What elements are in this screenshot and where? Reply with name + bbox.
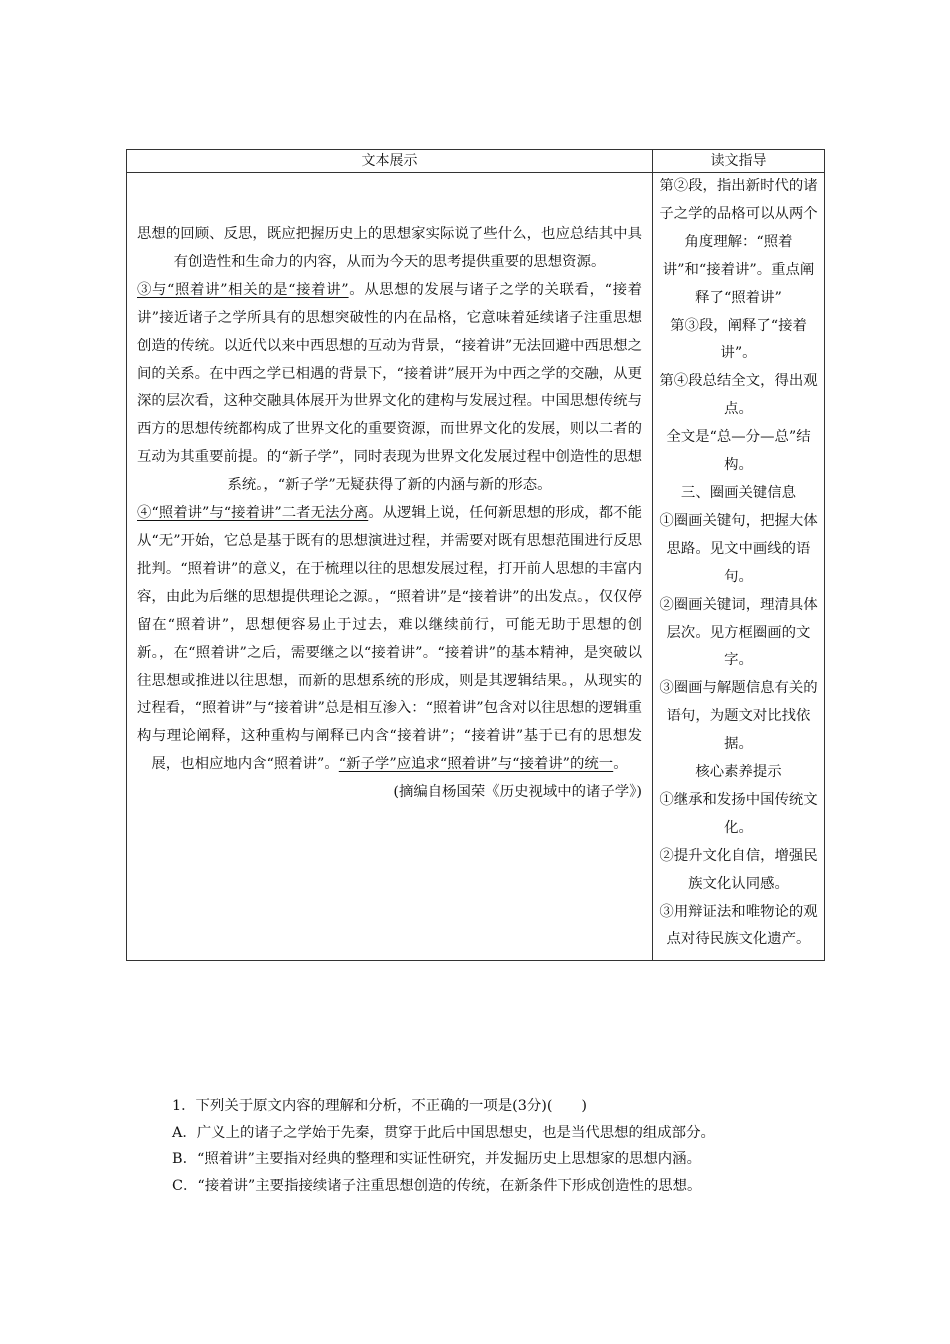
guide-section-title: 三、圈画关键信息 [680, 484, 797, 501]
question-section [172, 1093, 812, 1199]
key-sentence-4: ④“照着讲”与“接着讲”二者无法分离 [137, 505, 369, 522]
guide-note: 第②段，指出新时代的诸子之学的品格可以从两个角度理解：“照着讲”和“接着讲”。重点阐释了“照着讲” [659, 178, 818, 306]
guide-note: ①圈画关键句，把握大体思路。见文中画线的语句。 [659, 512, 818, 585]
guide-note: 第③段，阐释了“接着讲”。 [670, 317, 807, 362]
key-sentence-final: “新子学”应追求“照着讲”与“接着讲”的统一 [338, 756, 614, 773]
paragraph-4-end: 。 [613, 756, 628, 773]
option-c: C．“接着讲”主要指接续诸子注重思想创造的传统，在新条件下形成创造性的思想。 [172, 1177, 702, 1194]
guide-notes [657, 173, 820, 954]
guide-note: ②圈画关键词，理清具体层次。见方框圈画的文字。 [659, 596, 818, 669]
guide-note: 全文是“总—分—总”结构。 [666, 429, 811, 474]
paragraph-3 [137, 277, 642, 500]
guide-cell [653, 173, 825, 961]
guide-note: 第④段总结全文，得出观点。 [659, 373, 818, 418]
guide-note: ①继承和发扬中国传统文化。 [659, 791, 818, 836]
option-a: A．广义上的诸子之学始于先秦，贯穿于此后中国思想史，也是当代思想的组成部分。 [172, 1124, 715, 1141]
paragraph-3-body: 。从思想的发展与诸子之学的关联看，“接着讲”接近诸子之学所具有的思想突破性的内在品格，它意味着延续诸子注重思想创造的传统。以近代以来中西思想的互动为背景，“接着讲”无法回避中西思想之间的关系。在中西之学已相遇的背景下，“接着讲”展开为中西之学的交融，从更深的层次看，这种交融具体展开为世界文化的建构与发展过程。中国思想传统与西方的思想传统都构成了世界文化的重要资源，而世界文化的发展，则以二者的互动为其重要前提。的“新子学”，同时表现为世界文化发展过程中创造性的思想系统。，“新子学”无疑获得了新的内涵与新的形态。 [137, 281, 642, 494]
guide-note: ③用辩证法和唯物论的观点对待民族文化遗产。 [659, 903, 818, 948]
reading-table [126, 149, 825, 961]
question-1-stem: 1．下列关于原文内容的理解和分析，不正确的一项是(3分)( ) [172, 1098, 587, 1114]
key-sentence-3: ③与“照着讲”相关的是“接着讲” [137, 281, 349, 298]
guide-note: ②提升文化自信，增强民族文化认同感。 [659, 847, 818, 892]
guide-section-title: 核心素养提示 [695, 764, 782, 781]
guide-note: ③圈画与解题信息有关的语句，为题文对比找依据。 [659, 680, 818, 753]
paragraph-4-body: 。从逻辑上说，任何新思想的形成，都不能从“无”开始，它总是基于既有的思想演进过程，并需要对既有思想范围进行反思批判。“照着讲”的意义，在于梳理以往的思想发展过程，打开前人思想的丰富内容，由此为后继的思想提供理论之源。，“照着讲”是“接着讲”的出发点。，仅仅停留在“照着讲”，思想便容易止于过去，难以继续前行，可能无助于思想的创新。，在“照着讲”之后，需要继之以“接着讲”。“接着讲”的基本精神，是突破以往思想或推进以往思想，而新的思想系统的形成，则是其逻辑结果。，从现实的过程看，“照着讲”与“接着讲”总是相互渗入：“照着讲”包含对以往思想的逻辑重构与理论阐释，这种重构与阐释已内含“接着讲”；“接着讲”基于已有的思想发展，也相应地内含“照着讲”。 [137, 505, 642, 773]
option-b: B．“照着讲”主要指对经典的整理和实证性研究，并发掘历史上思想家的思想内涵。 [172, 1151, 701, 1167]
paragraph-4 [137, 500, 642, 779]
header-reading-guide: 读文指导 [653, 150, 825, 173]
paragraph-2-tail: 思想的回顾、反思，既应把握历史上的思想家实际说了些什么，也应总结其中具有创造性和生命力的内容，从而为今天的思考提供重要的思想资源。 [137, 226, 642, 270]
header-text-display: 文本展示 [127, 150, 653, 173]
source-citation: (摘编自杨国荣《历史视域中的诸子学》) [393, 784, 642, 801]
passage-cell [127, 173, 653, 961]
